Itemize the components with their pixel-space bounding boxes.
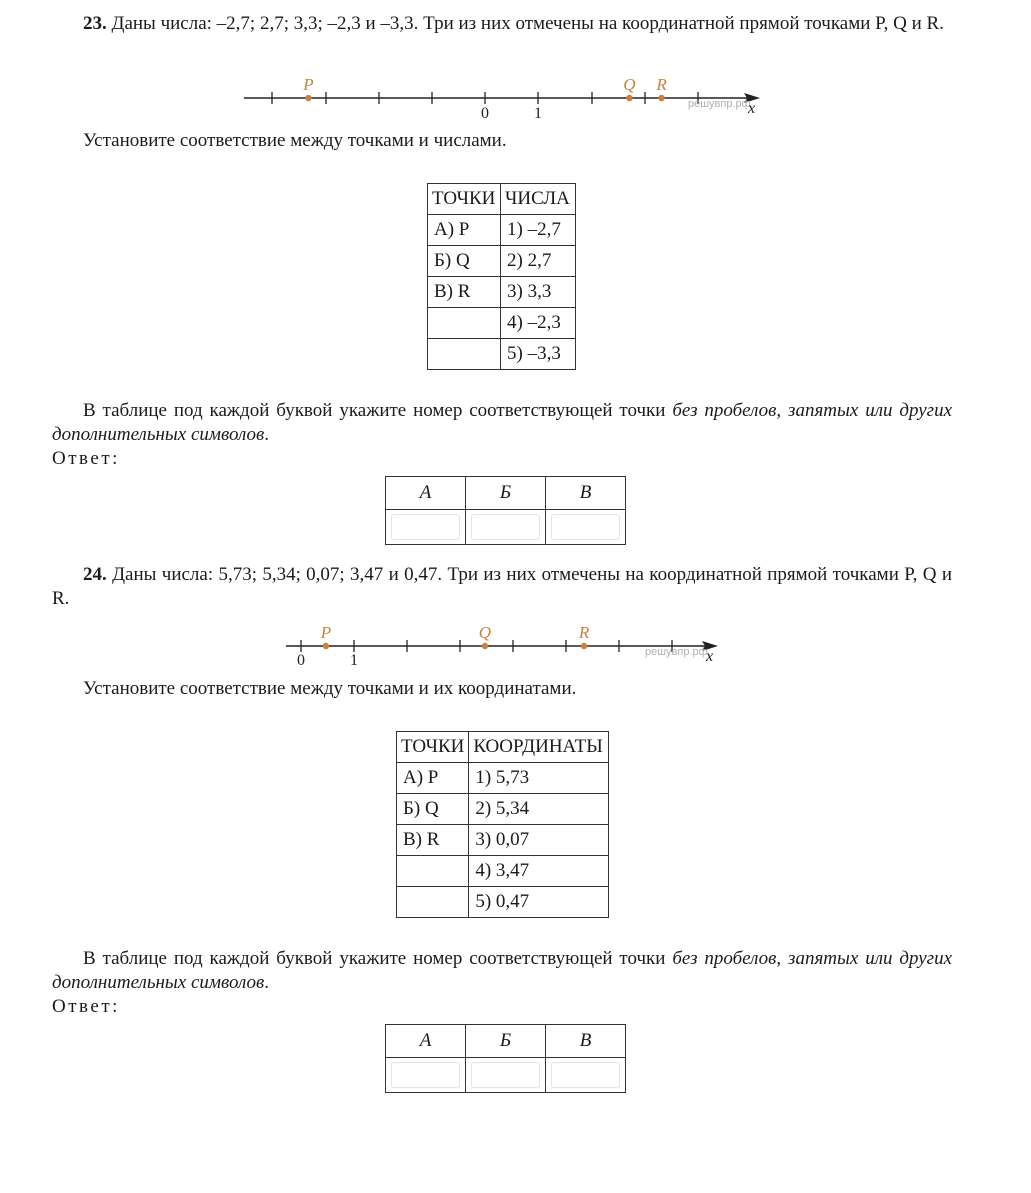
col-header-numbers: ЧИСЛА <box>501 184 576 215</box>
task-24-statement <box>52 563 952 611</box>
task-23-statement <box>52 12 952 36</box>
answer-header-v: В <box>546 1025 626 1058</box>
table-row <box>397 856 609 887</box>
table-row <box>397 794 609 825</box>
point-cell: Б) Q <box>428 246 501 277</box>
point-p-label: P <box>320 623 332 642</box>
tick-label-0: 0 <box>481 105 489 122</box>
table-row <box>397 763 609 794</box>
tick-label-1: 1 <box>534 105 542 122</box>
point-cell: А) P <box>397 763 469 794</box>
task-24-answer-table <box>385 1024 626 1093</box>
answer-input-b[interactable] <box>471 1062 540 1088</box>
point-cell <box>397 856 469 887</box>
value-cell: 3) 3,3 <box>501 277 576 308</box>
point-q-marker <box>626 95 632 101</box>
value-cell: 3) 0,07 <box>469 825 609 856</box>
task-24-match-table <box>396 731 609 918</box>
table-row <box>428 246 576 277</box>
answer-header-row <box>386 1025 626 1058</box>
answer-input-b[interactable] <box>471 514 540 540</box>
table-row <box>428 339 576 370</box>
table-header-row <box>428 184 576 215</box>
answer-input-v[interactable] <box>551 514 620 540</box>
point-cell <box>428 339 501 370</box>
value-cell: 4) 3,47 <box>469 856 609 887</box>
axis-label-x: x <box>748 100 756 117</box>
answer-input-v[interactable] <box>551 1062 620 1088</box>
point-cell: В) R <box>428 277 501 308</box>
point-r-marker <box>658 95 664 101</box>
point-r-marker <box>581 643 587 649</box>
tick-label-0: 0 <box>297 652 305 669</box>
watermark: решувпр.рф <box>688 98 751 110</box>
tick-label-1: 1 <box>350 652 358 669</box>
task-24-answer-label: Ответ: <box>52 996 120 1017</box>
task-23-match-table <box>427 183 576 370</box>
task-24-instruction: Установите соответствие между точками и их координатами. <box>83 678 577 699</box>
point-cell <box>428 308 501 339</box>
table-header-row <box>397 732 609 763</box>
table-row <box>428 308 576 339</box>
task-23-answer-table <box>385 476 626 545</box>
point-q-label: Q <box>623 75 636 94</box>
answer-header-b: Б <box>466 477 546 510</box>
value-cell: 1) –2,7 <box>501 215 576 246</box>
point-p-label: P <box>303 75 314 94</box>
table-row <box>397 887 609 918</box>
task-23-text: Даны числа: –2,7; 2,7; 3,3; –2,3 и –3,3. Три из них отмечены на координатной прямой точками P, Q и R. <box>111 13 944 34</box>
value-cell: 5) 0,47 <box>469 887 609 918</box>
point-p-marker <box>323 643 329 649</box>
table-row <box>428 277 576 308</box>
task-23-number: 23. <box>83 13 107 34</box>
value-cell: 4) –2,3 <box>501 308 576 339</box>
col-header-points: ТОЧКИ <box>397 732 469 763</box>
answer-header-v: В <box>546 477 626 510</box>
task-23-number-line <box>0 60 1031 130</box>
point-q-label: Q <box>478 623 492 642</box>
task-24-text: Даны числа: 5,73; 5,34; 0,07; 3,47 и 0,47. Три из них отмечены на координатной прямой точками P, Q и R. <box>52 564 952 609</box>
point-q-marker <box>482 643 488 649</box>
task-24-answer-instruction: В таблице под каждой буквой укажите номер соответствующей точки без пробелов, запятых или других дополнительных символов. <box>52 948 952 993</box>
answer-input-row <box>386 1058 626 1093</box>
value-cell: 5) –3,3 <box>501 339 576 370</box>
point-cell <box>397 887 469 918</box>
table-row <box>428 215 576 246</box>
col-header-points: ТОЧКИ <box>428 184 501 215</box>
point-p-marker <box>305 95 311 101</box>
value-cell: 2) 5,34 <box>469 794 609 825</box>
point-cell: В) R <box>397 825 469 856</box>
answer-input-a[interactable] <box>391 1062 460 1088</box>
task-23-instruction: Установите соответствие между точками и числами. <box>83 130 507 151</box>
answer-header-a: А <box>386 477 466 510</box>
axis-label-x: x <box>706 648 714 665</box>
point-cell: Б) Q <box>397 794 469 825</box>
value-cell: 2) 2,7 <box>501 246 576 277</box>
point-r-label: R <box>656 75 667 94</box>
answer-input-a[interactable] <box>391 514 460 540</box>
task-24-number: 24. <box>83 564 107 585</box>
point-cell: А) P <box>428 215 501 246</box>
col-header-coordinates: КООРДИНАТЫ <box>469 732 609 763</box>
task-24-number-line <box>0 608 1031 678</box>
point-r-label: R <box>578 623 590 642</box>
table-row <box>397 825 609 856</box>
answer-header-b: Б <box>466 1025 546 1058</box>
watermark: решувпр.рф <box>645 646 708 658</box>
answer-header-row <box>386 477 626 510</box>
answer-header-a: А <box>386 1025 466 1058</box>
task-23-answer-label: Ответ: <box>52 448 120 469</box>
answer-input-row <box>386 510 626 545</box>
value-cell: 1) 5,73 <box>469 763 609 794</box>
task-23-answer-instruction: В таблице под каждой буквой укажите номер соответствующей точки без пробелов, запятых или других дополнительных символов. <box>52 400 952 445</box>
